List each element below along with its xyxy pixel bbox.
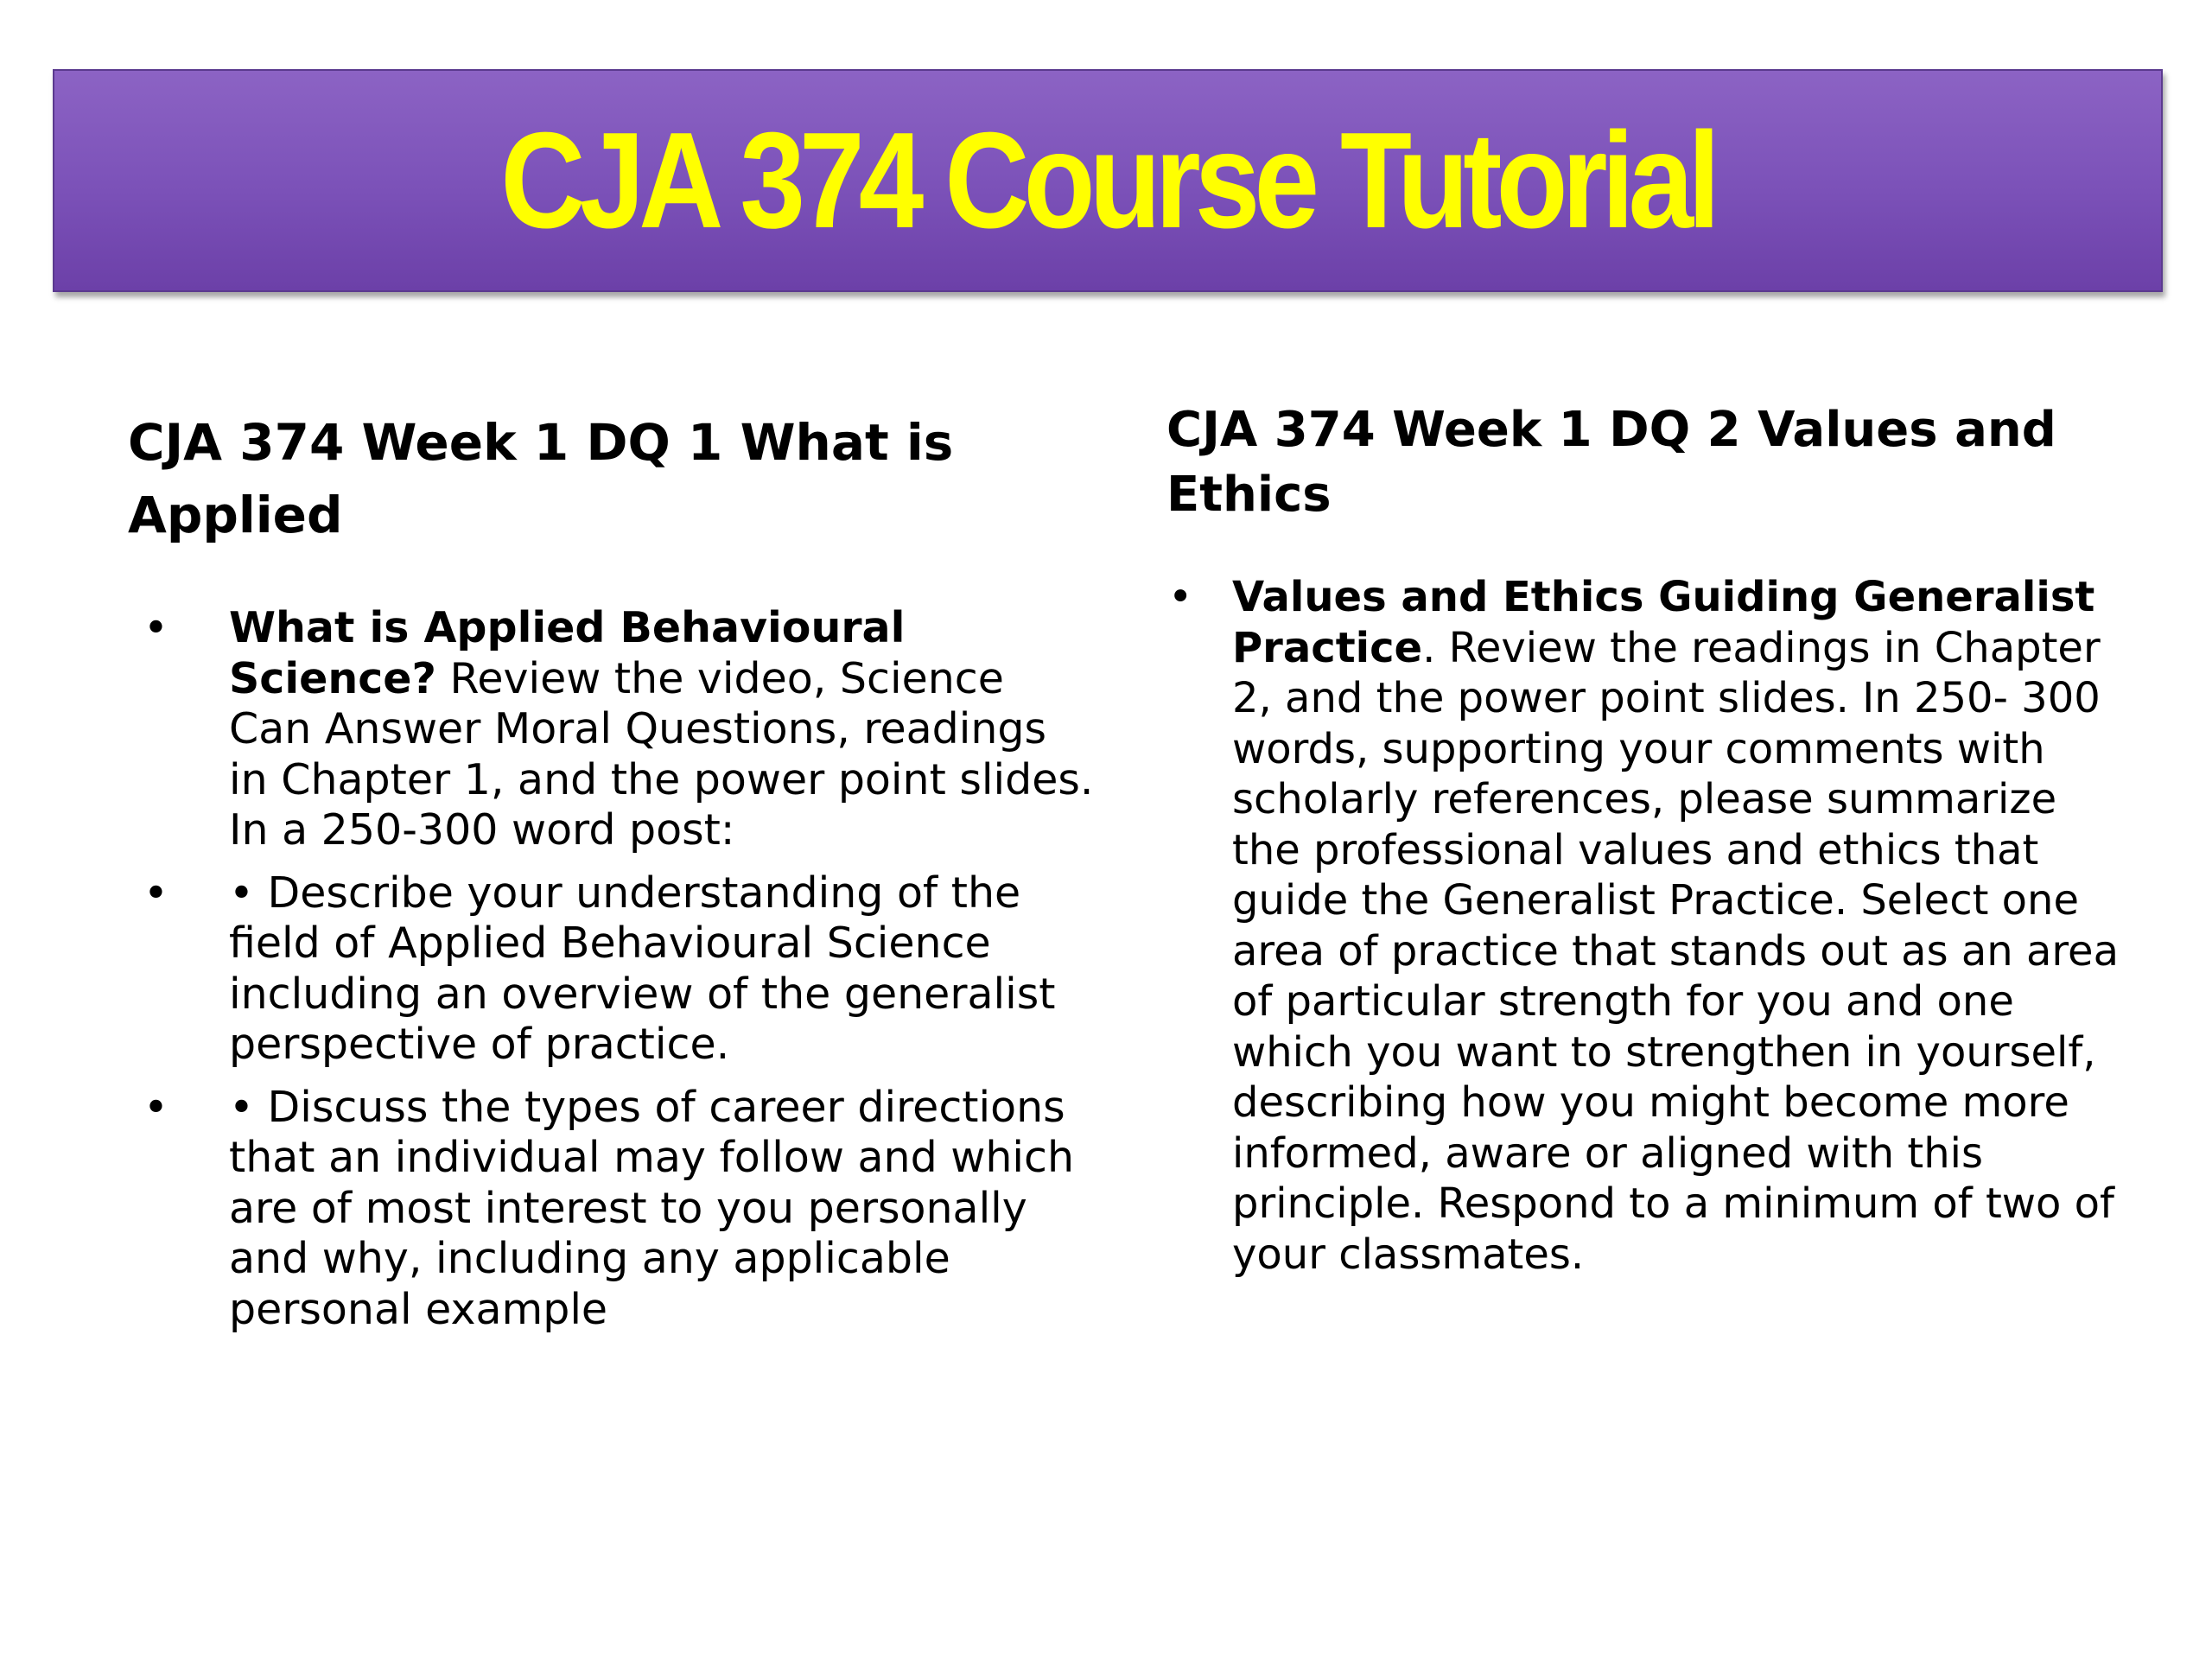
right-column-heading: CJA 374 Week 1 DQ 2 Values and Ethics [1166, 402, 2056, 523]
list-item [128, 603, 1096, 856]
bullet-icon: • [1168, 573, 1193, 621]
bullet-bold-text: Values and Ethics Guiding Generalist Practice [1232, 573, 2095, 672]
list-item [1166, 572, 2134, 1280]
bullet-text: • Describe your understanding of the field of Applied Behavioural Science including an overview of the generalist perspective of practice. [229, 868, 1056, 1069]
bullet-text: • Discuss the types of career directions that an individual may follow and which are of most interest to you personally and why, including any applicable personal example [229, 1082, 1075, 1334]
bullet-icon: • [143, 868, 168, 918]
list-item [128, 868, 1096, 1071]
right-bullet-list [1166, 572, 2134, 1280]
slide-title: CJA 374 Course Tutorial [500, 105, 1715, 257]
bullet-icon: • [143, 1082, 168, 1132]
right-column [1166, 397, 2134, 1292]
bullet-text: . Review the readings in Chapter 2, and the power point slides. In 250- 300 words, supporting your comments with scholarly references, please summarize the professional values and ethics that guide the Generalist Practice. Select one area of practice that stands out as an area of particular strength for you and one which you want to strengthen in yourself, describing how you might become more informed, aware or aligned with this principle. Respond to a minimum of two of your classmates. [1232, 623, 2119, 1279]
bullet-bold-text: What is Applied Behavioural Science? [229, 603, 906, 703]
bullet-text: Review the video, Science Can Answer Moral Questions, readings in Chapter 1, and the power point slides. In a 250-300 word post: [229, 653, 1094, 855]
left-bullet-list [128, 603, 1096, 1335]
left-column [128, 406, 1096, 1347]
list-item [128, 1083, 1096, 1336]
bullet-icon: • [143, 603, 168, 652]
title-banner [53, 69, 2163, 292]
left-column-heading: CJA 374 Week 1 DQ 1 What is Applied [128, 413, 954, 544]
